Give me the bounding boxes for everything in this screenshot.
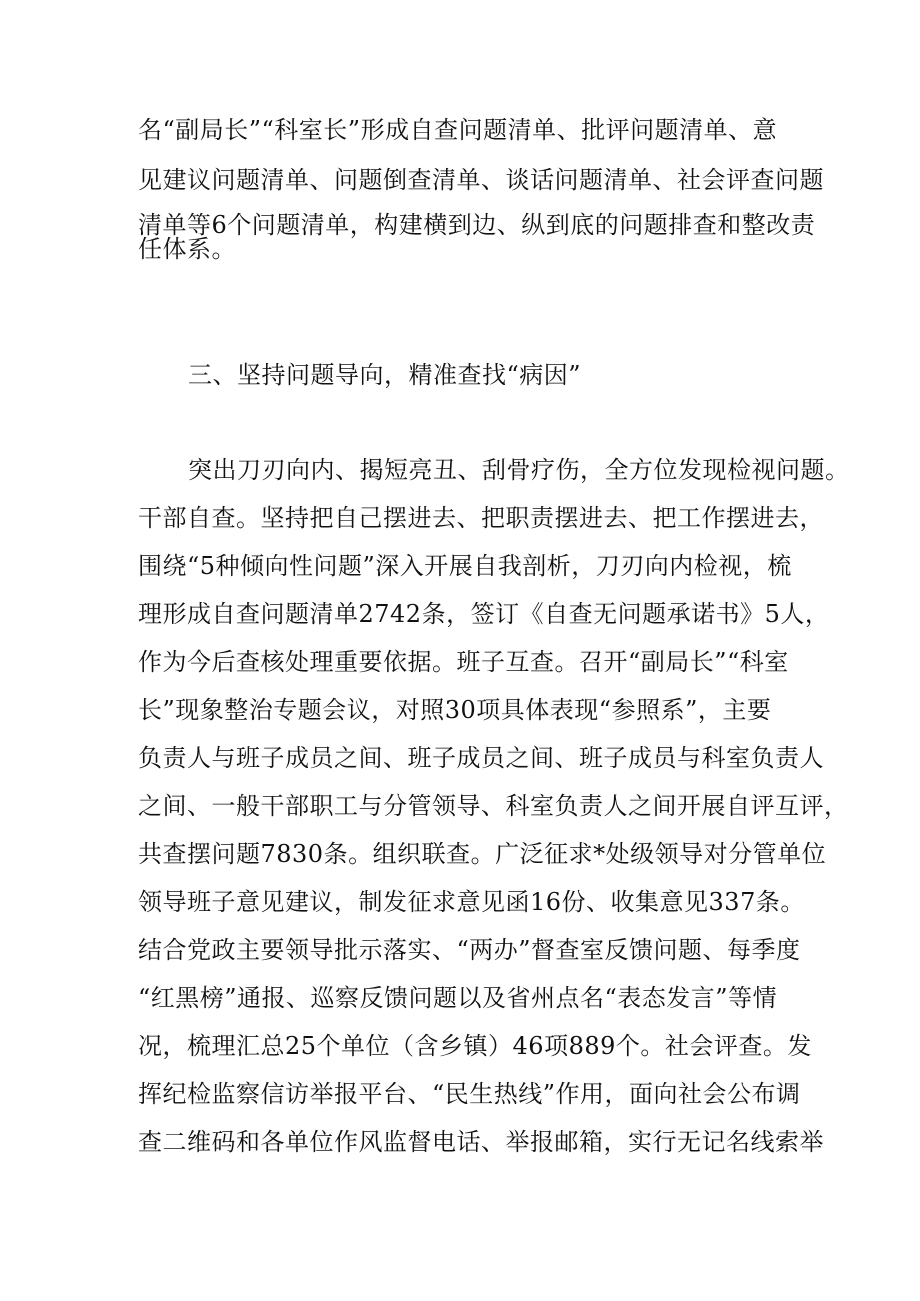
paragraph-line: 清单等6个问题清单，构建横到边、纵到底的问题排查和整改责 <box>138 211 816 239</box>
paragraph-line: 名“副局长”“科室长”形成自查问题清单、批评问题清单、意 <box>138 116 778 144</box>
paragraph-line: 任体系。 <box>138 235 236 263</box>
paragraph-line: 之间、一般干部职工与分管领导、科室负责人之间开展自评互评， <box>138 792 849 820</box>
paragraph-line: 长”现象整治专题会议，对照30项具体表现“参照系”，主要 <box>138 696 772 724</box>
paragraph-line: 负责人与班子成员之间、班子成员之间、班子成员与科室负责人 <box>138 744 824 772</box>
paragraph-line: 领导班子意见建议，制发征求意见函16份、收集意见337条。 <box>138 888 805 916</box>
paragraph-line: 结合党政主要领导批示落实、“两办”督查室反馈问题、每季度 <box>138 936 801 964</box>
paragraph-line: 突出刀刃向内、揭短亮丑、刮骨疗伤，全方位发现检视问题。 <box>188 456 850 484</box>
paragraph-line: 干部自查。坚持把自己摆进去、把职责摆进去、把工作摆进去， <box>138 504 824 532</box>
paragraph-line: 理形成自查问题清单2742条，签订《自查无问题承诺书》5人， <box>138 600 830 628</box>
paragraph-line: 况，梳理汇总25个单位（含乡镇）46项889个。社会评查。发 <box>138 1032 812 1060</box>
paragraph-line: “红黑榜”通报、巡察反馈问题以及省州点名“表态发言”等情 <box>138 984 778 1012</box>
section-heading: 三、坚持问题导向，精准查找“病因” <box>188 361 582 389</box>
paragraph-line: 共查摆问题7830条。组织联查。广泛征求*处级领导对分管单位 <box>138 840 827 868</box>
paragraph-line: 作为今后查核处理重要依据。班子互查。召开“副局长”“科室 <box>138 648 789 676</box>
paragraph-line: 见建议问题清单、问题倒查清单、谈话问题清单、社会评查问题 <box>138 166 824 194</box>
paragraph-line: 挥纪检监察信访举报平台、“民生热线”作用，面向社会公布调 <box>138 1080 801 1108</box>
paragraph-line: 查二维码和各单位作风监督电话、举报邮箱，实行无记名线索举 <box>138 1128 824 1156</box>
paragraph-line: 围绕“5种倾向性问题”深入开展自我剖析，刀刃向内检视，梳 <box>138 552 792 580</box>
